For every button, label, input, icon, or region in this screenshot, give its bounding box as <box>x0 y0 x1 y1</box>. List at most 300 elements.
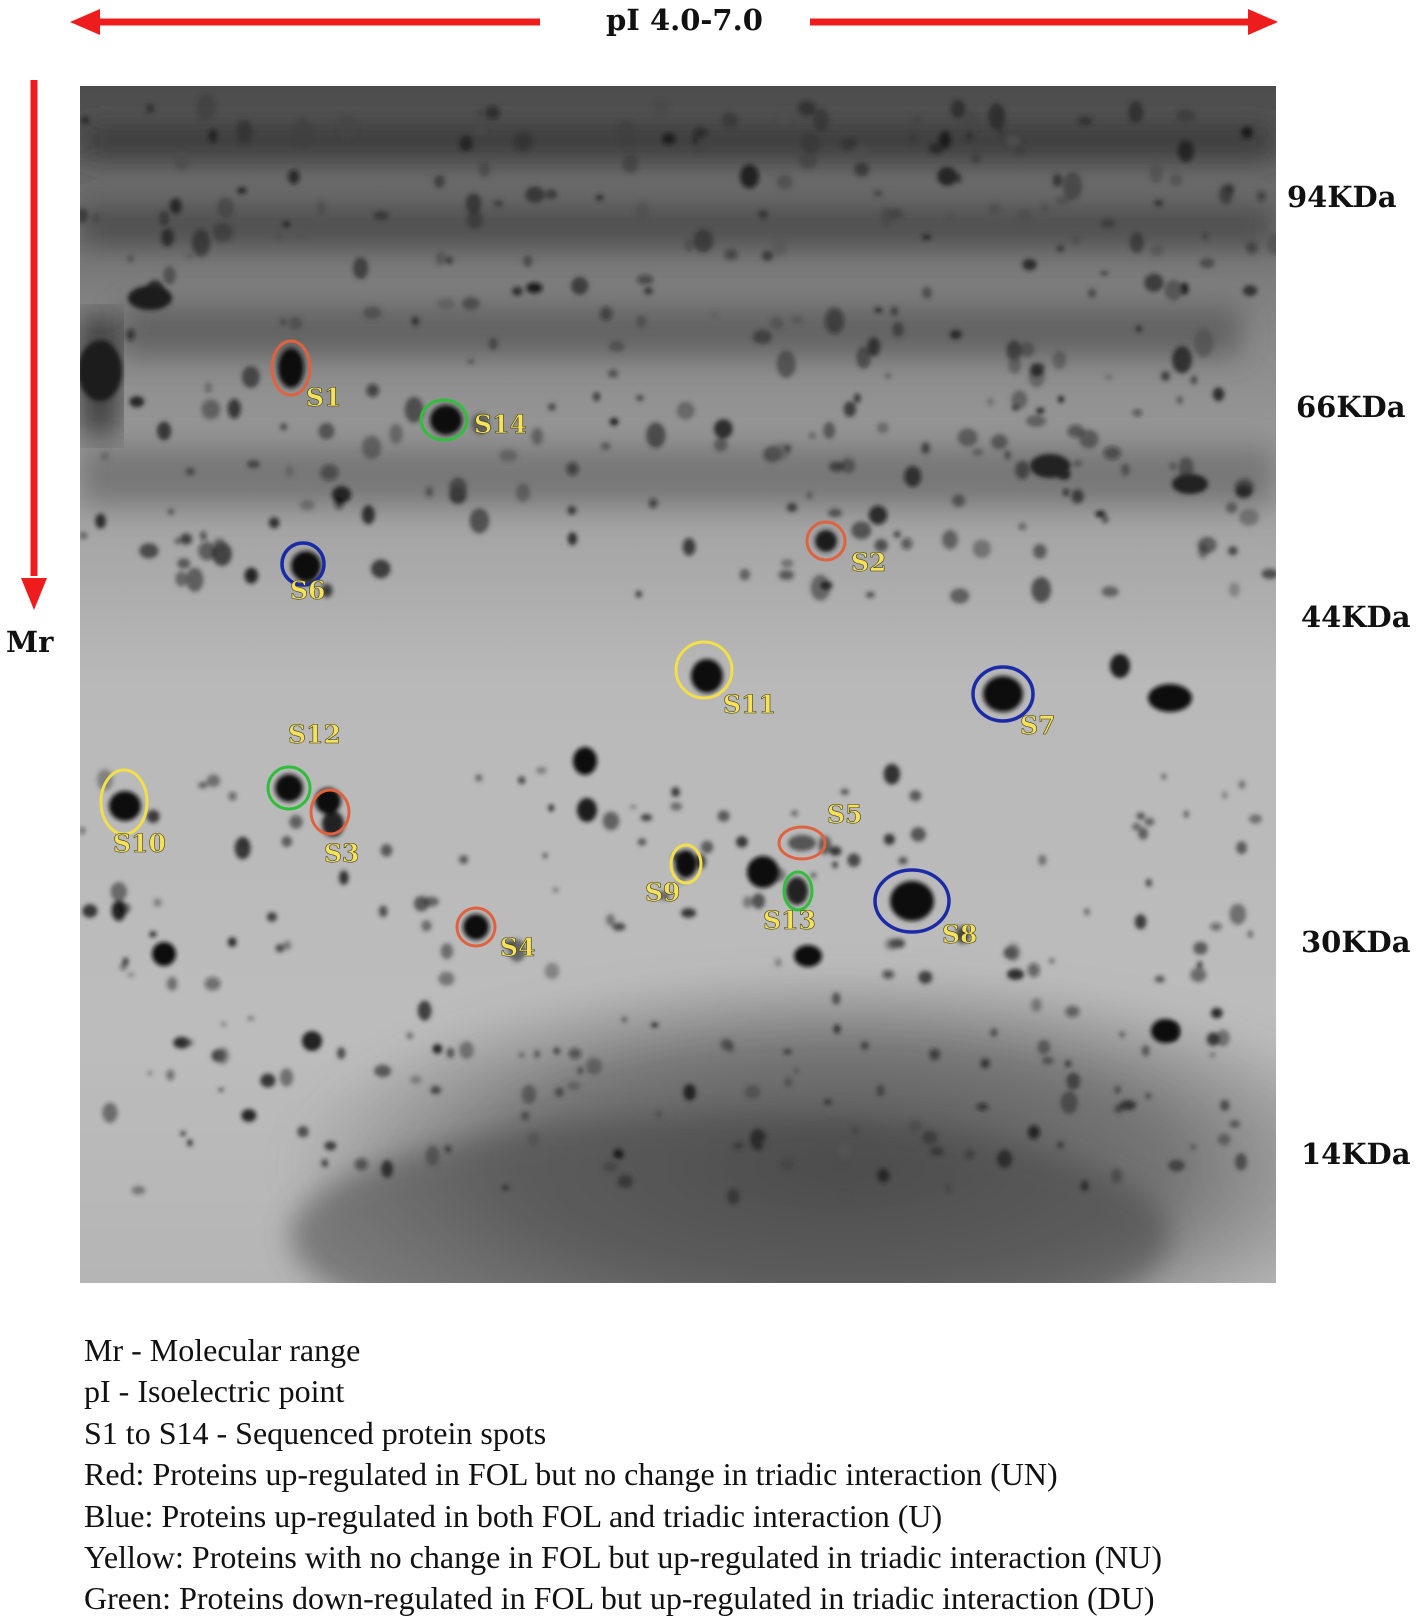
protein-spot <box>1178 141 1194 162</box>
protein-spot <box>374 211 389 220</box>
protein-spot <box>1154 200 1163 206</box>
protein-spot <box>414 896 429 911</box>
protein-spot <box>781 1159 795 1171</box>
protein-spot <box>736 836 748 847</box>
protein-spot <box>1081 1181 1089 1192</box>
protein-spot <box>280 1068 293 1086</box>
protein-spot <box>237 188 246 194</box>
protein-spot <box>1142 1045 1150 1056</box>
protein-spot <box>908 1120 922 1133</box>
protein-spot <box>1249 814 1262 823</box>
protein-spot <box>198 782 208 789</box>
protein-spot <box>467 359 475 364</box>
protein-spot <box>740 569 751 580</box>
protein-spot <box>1056 245 1064 252</box>
protein-spot <box>462 297 480 310</box>
protein-spot <box>813 109 829 132</box>
protein-spot <box>363 307 381 319</box>
protein-spot <box>718 811 730 822</box>
protein-spot <box>449 477 467 498</box>
protein-spot <box>971 153 981 164</box>
protein-spot <box>596 195 604 201</box>
protein-spot <box>185 1039 194 1047</box>
protein-spot <box>170 198 182 213</box>
protein-spot <box>126 329 135 341</box>
spot-label-s11: S11 <box>723 690 776 719</box>
protein-spot <box>325 1141 337 1150</box>
protein-spot <box>553 1047 560 1055</box>
protein-spot <box>1219 185 1233 204</box>
protein-spot <box>1071 489 1083 503</box>
protein-spot <box>861 1041 869 1049</box>
protein-spot <box>1138 828 1148 840</box>
protein-spot <box>981 1059 990 1069</box>
protein-spot <box>656 1110 662 1117</box>
protein-spot <box>283 221 291 227</box>
protein-spot <box>838 1141 851 1158</box>
protein-spot <box>1121 464 1129 476</box>
protein-spot <box>1150 164 1163 183</box>
protein-spot <box>1210 1053 1215 1058</box>
protein-spot <box>130 396 145 407</box>
protein-spot <box>555 1087 564 1097</box>
protein-spot <box>947 215 954 221</box>
spot-label-s1: S1 <box>306 383 342 412</box>
protein-spot <box>286 466 294 477</box>
protein-spot <box>662 133 676 144</box>
protein-spot <box>841 1193 849 1201</box>
protein-spot <box>918 971 932 984</box>
protein-spot <box>753 330 772 344</box>
protein-spot <box>1128 101 1143 123</box>
protein-spot <box>638 838 646 845</box>
protein-spot <box>437 298 455 310</box>
protein-spot <box>1026 415 1046 427</box>
protein-spot <box>139 543 158 558</box>
protein-spot <box>446 257 453 265</box>
protein-spot <box>475 774 482 781</box>
protein-spot <box>775 958 782 967</box>
protein-spot <box>531 428 543 445</box>
protein-spot <box>1241 127 1253 138</box>
protein-spot <box>1239 509 1259 526</box>
protein-spot <box>267 912 277 922</box>
protein-spot <box>770 317 784 330</box>
protein-spot <box>711 312 717 318</box>
protein-spot <box>127 973 134 977</box>
protein-spot <box>610 418 618 426</box>
protein-spot <box>1063 489 1069 496</box>
protein-spot <box>1008 356 1021 374</box>
protein-spot <box>132 1186 146 1195</box>
protein-spot <box>167 977 177 990</box>
protein-spot <box>791 811 798 816</box>
protein-spot <box>1145 1093 1151 1098</box>
protein-spot <box>1229 582 1240 596</box>
protein-spot <box>381 844 393 857</box>
protein-spot <box>1170 174 1182 187</box>
protein-spot <box>289 317 302 330</box>
protein-spot <box>208 129 217 142</box>
protein-spot <box>922 234 931 240</box>
protein-spot <box>467 210 483 229</box>
protein-spot <box>477 109 485 118</box>
protein-spot <box>545 189 557 199</box>
protein-spot <box>95 514 106 529</box>
protein-spot <box>854 162 869 176</box>
protein-spot <box>950 588 969 603</box>
gel-image <box>80 86 1276 1283</box>
protein-spot <box>1161 774 1166 780</box>
protein-spot <box>1042 1057 1054 1065</box>
protein-spot <box>830 846 842 856</box>
protein-spot <box>186 253 193 259</box>
protein-spot <box>1014 145 1027 156</box>
protein-spot <box>1042 204 1049 213</box>
protein-spot <box>1031 998 1041 1011</box>
protein-spot <box>603 1162 618 1173</box>
protein-spot <box>743 896 753 908</box>
spot-label-s13: S13 <box>763 906 816 935</box>
protein-spot <box>317 201 326 214</box>
mw-marker-30: 30KDa <box>1301 925 1411 959</box>
protein-spot <box>922 1131 938 1145</box>
legend-line-pi: pI - Isoelectric point <box>84 1373 345 1410</box>
protein-spot <box>1228 546 1238 555</box>
protein-spot <box>435 252 446 266</box>
protein-spot <box>1078 117 1092 126</box>
protein-spot <box>521 1111 529 1121</box>
protein-spot <box>218 1088 224 1092</box>
protein-spot <box>884 373 891 379</box>
protein-spot <box>192 230 210 257</box>
protein-spot <box>459 1041 473 1059</box>
protein-spot <box>1243 285 1257 296</box>
protein-spot <box>174 538 182 545</box>
protein-spot <box>1057 1142 1064 1149</box>
protein-spot <box>901 538 912 550</box>
protein-spot <box>82 904 97 918</box>
protein-spot <box>1176 109 1195 123</box>
protein-spot <box>204 382 212 393</box>
protein-spot <box>221 1022 227 1027</box>
protein-spot <box>205 977 221 990</box>
protein-spot <box>1019 523 1026 530</box>
protein-spot <box>1088 288 1097 297</box>
protein-spot <box>198 542 216 561</box>
legend-line-green: Green: Proteins down-regulated in FOL but up-regulated in triadic interaction (DU) <box>84 1580 1155 1617</box>
protein-spot <box>146 104 155 114</box>
protein-spot <box>909 790 921 801</box>
protein-spot <box>112 900 127 921</box>
protein-spot <box>922 287 932 299</box>
protein-spot <box>637 275 653 285</box>
protein-spot <box>1133 410 1142 416</box>
protein-spot <box>159 211 170 227</box>
protein-spot <box>1230 904 1247 925</box>
protein-spot <box>904 466 921 487</box>
protein-spot <box>197 95 216 120</box>
spot-label-s2: S2 <box>851 548 887 577</box>
protein-spot <box>289 815 302 829</box>
mw-marker-66: 66KDa <box>1296 390 1406 424</box>
protein-spot <box>434 175 445 188</box>
protein-spot <box>1150 244 1164 256</box>
protein-spot <box>548 804 554 811</box>
protein-spot <box>1218 1134 1231 1146</box>
protein-spot <box>762 251 773 261</box>
protein-spot <box>621 1017 627 1023</box>
protein-spot <box>946 1185 952 1192</box>
protein-spot <box>91 213 100 224</box>
protein-spot <box>216 1047 229 1064</box>
spot-label-s6: S6 <box>290 576 326 605</box>
protein-spot <box>1063 172 1082 200</box>
protein-spot <box>1184 811 1189 818</box>
protein-spot <box>1102 586 1119 597</box>
protein-spot <box>447 1048 455 1058</box>
protein-spot <box>1011 391 1027 409</box>
protein-spot <box>1246 242 1258 254</box>
protein-spot <box>337 1047 345 1059</box>
protein-spot <box>809 433 815 437</box>
protein-spot <box>1106 375 1113 379</box>
protein-spot <box>600 307 612 321</box>
protein-spot <box>777 350 796 377</box>
protein-spot <box>636 395 644 401</box>
protein-spot <box>479 162 491 177</box>
protein-spot <box>646 422 665 448</box>
protein-spot <box>567 462 579 475</box>
protein-spot <box>791 316 803 324</box>
protein-spot <box>288 170 299 184</box>
protein-spot <box>884 834 895 845</box>
protein-spot <box>578 1067 584 1075</box>
protein-spot <box>355 1158 368 1170</box>
protein-spot <box>502 1185 510 1191</box>
protein-spot <box>571 277 588 295</box>
protein-spot <box>777 175 793 190</box>
protein-spot <box>1136 326 1143 332</box>
protein-spot <box>758 210 768 219</box>
mw-marker-94: 94KDa <box>1287 180 1397 214</box>
protein-spot <box>1135 914 1147 929</box>
protein-spot <box>894 531 901 538</box>
protein-spot <box>987 398 994 406</box>
protein-spot <box>722 112 738 127</box>
protein-spot <box>229 792 237 801</box>
protein-spot <box>772 239 788 256</box>
protein-spot <box>242 366 260 388</box>
protein-spot <box>1168 1160 1185 1172</box>
protein-spot <box>494 200 503 207</box>
protein-spot <box>806 491 812 500</box>
protein-spot <box>1115 1086 1121 1095</box>
protein-spot <box>1101 218 1115 228</box>
protein-spot <box>1114 1104 1123 1113</box>
protein-spot <box>1189 1144 1196 1150</box>
protein-spot <box>881 208 893 226</box>
protein-spot <box>1191 376 1197 385</box>
protein-spot <box>1210 923 1221 931</box>
protein-spot <box>929 1049 940 1061</box>
protein-spot <box>381 1160 393 1177</box>
protein-spot <box>335 497 344 509</box>
protein-spot <box>613 1149 624 1159</box>
protein-spot <box>1028 963 1040 977</box>
protein-spot <box>929 143 944 154</box>
protein-spot <box>991 1028 998 1037</box>
protein-spot <box>867 337 880 356</box>
protein-spot <box>681 908 696 918</box>
protein-spot <box>1028 1125 1040 1139</box>
protein-spot <box>111 882 127 901</box>
protein-spot <box>127 255 134 262</box>
protein-spot <box>1226 502 1237 513</box>
protein-spot <box>841 138 858 150</box>
protein-spot <box>567 1081 581 1090</box>
legend-line-spots: S1 to S14 - Sequenced protein spots <box>84 1414 547 1451</box>
protein-spot <box>1053 174 1063 187</box>
protein-spot <box>825 308 844 334</box>
protein-spot <box>869 506 888 525</box>
protein-spot <box>1235 1153 1247 1170</box>
protein-spot <box>412 317 420 326</box>
protein-spot <box>649 499 658 509</box>
protein-spot <box>854 394 861 404</box>
protein-spot <box>167 1070 175 1081</box>
protein-spot <box>909 133 917 143</box>
protein-spot <box>952 494 965 507</box>
protein-spot <box>1053 351 1067 369</box>
protein-spot <box>545 963 560 979</box>
protein-spot <box>320 464 338 480</box>
protein-spot <box>720 1038 732 1050</box>
protein-spot <box>390 424 403 444</box>
protein-spot <box>608 370 618 378</box>
protein-spot <box>1190 968 1206 982</box>
protein-spot <box>187 1139 193 1146</box>
spot-label-s14: S14 <box>474 410 527 439</box>
protein-spot <box>1207 1032 1220 1045</box>
protein-spot <box>185 468 195 476</box>
protein-spot <box>1015 461 1029 480</box>
protein-spot <box>374 1065 391 1077</box>
protein-spot <box>1067 1073 1081 1090</box>
legend-line-red: Red: Proteins up-regulated in FOL but no change in triadic interaction (UN) <box>84 1456 1058 1493</box>
protein-spot <box>186 568 203 592</box>
protein-spot <box>568 506 577 515</box>
protein-spot <box>644 287 653 294</box>
protein-spot <box>120 963 127 970</box>
protein-spot <box>300 500 315 511</box>
protein-spot <box>612 923 625 931</box>
legend-line-yellow: Yellow: Proteins with no change in FOL but up-regulated in triadic interaction (NU) <box>84 1539 1163 1576</box>
protein-spot <box>852 1126 859 1135</box>
protein-spot <box>366 384 379 397</box>
protein-spot <box>762 1140 767 1146</box>
protein-spot <box>794 1068 799 1074</box>
protein-spot <box>834 1025 841 1034</box>
protein-spot <box>820 581 833 590</box>
protein-spot <box>954 173 962 184</box>
protein-spot <box>147 1071 152 1076</box>
protein-spot <box>1022 259 1036 270</box>
protein-spot <box>157 422 171 441</box>
protein-spot <box>163 266 175 284</box>
protein-spot <box>840 789 849 795</box>
protein-spot <box>522 1085 537 1104</box>
protein-spot <box>1119 1031 1125 1037</box>
protein-spot <box>1084 908 1090 915</box>
protein-spot <box>536 767 546 774</box>
protein-spot <box>1198 544 1208 558</box>
protein-spot <box>1220 1100 1229 1111</box>
protein-spot <box>1229 1120 1240 1128</box>
protein-spot <box>1073 460 1082 466</box>
protein-spot <box>499 449 517 461</box>
protein-spot <box>180 534 192 545</box>
protein-spot <box>593 392 600 401</box>
protein-spot <box>280 318 286 326</box>
protein-spot <box>636 591 642 598</box>
protein-spot <box>475 128 486 135</box>
protein-spot <box>489 338 497 350</box>
protein-spot <box>1061 1091 1078 1114</box>
protein-spot <box>630 805 637 810</box>
pi-axis-label: pI 4.0-7.0 <box>606 3 763 37</box>
protein-spot <box>714 438 728 452</box>
protein-spot <box>1067 425 1084 438</box>
protein-spot <box>884 764 900 785</box>
protein-spot <box>1038 855 1046 866</box>
protein-spot <box>362 505 375 524</box>
protein-spot <box>740 165 759 189</box>
protein-spot <box>1130 232 1144 253</box>
protein-spot <box>247 1016 254 1020</box>
protein-spot <box>787 503 797 512</box>
protein-spot <box>950 330 962 339</box>
protein-spot <box>1165 280 1183 301</box>
protein-spot <box>921 442 930 454</box>
protein-spot <box>745 1085 761 1099</box>
protein-spot <box>866 592 875 598</box>
protein-spot <box>81 117 89 124</box>
protein-spot <box>1222 791 1228 799</box>
protein-spot <box>1006 943 1020 961</box>
legend-line-blue: Blue: Proteins up-regulated in both FOL and triadic interaction (U) <box>84 1497 943 1534</box>
protein-spot <box>241 839 247 848</box>
protein-spot <box>294 223 309 239</box>
protein-spot <box>781 559 793 567</box>
protein-spot <box>841 458 855 473</box>
protein-spot <box>297 1126 308 1137</box>
protein-spot <box>733 1142 745 1149</box>
protein-spot <box>991 434 1008 449</box>
protein-spot <box>677 402 695 420</box>
protein-spot <box>459 136 473 151</box>
protein-spot <box>973 540 991 558</box>
protein-spot <box>671 787 680 797</box>
legend-line-mr: Mr - Molecular range <box>84 1332 361 1368</box>
protein-spot <box>379 906 388 918</box>
protein-spot <box>418 1001 432 1021</box>
protein-spot <box>989 203 1001 214</box>
protein-spot <box>930 1147 943 1156</box>
protein-spot <box>339 871 349 885</box>
protein-spot <box>1006 136 1020 147</box>
protein-spot <box>514 132 533 152</box>
